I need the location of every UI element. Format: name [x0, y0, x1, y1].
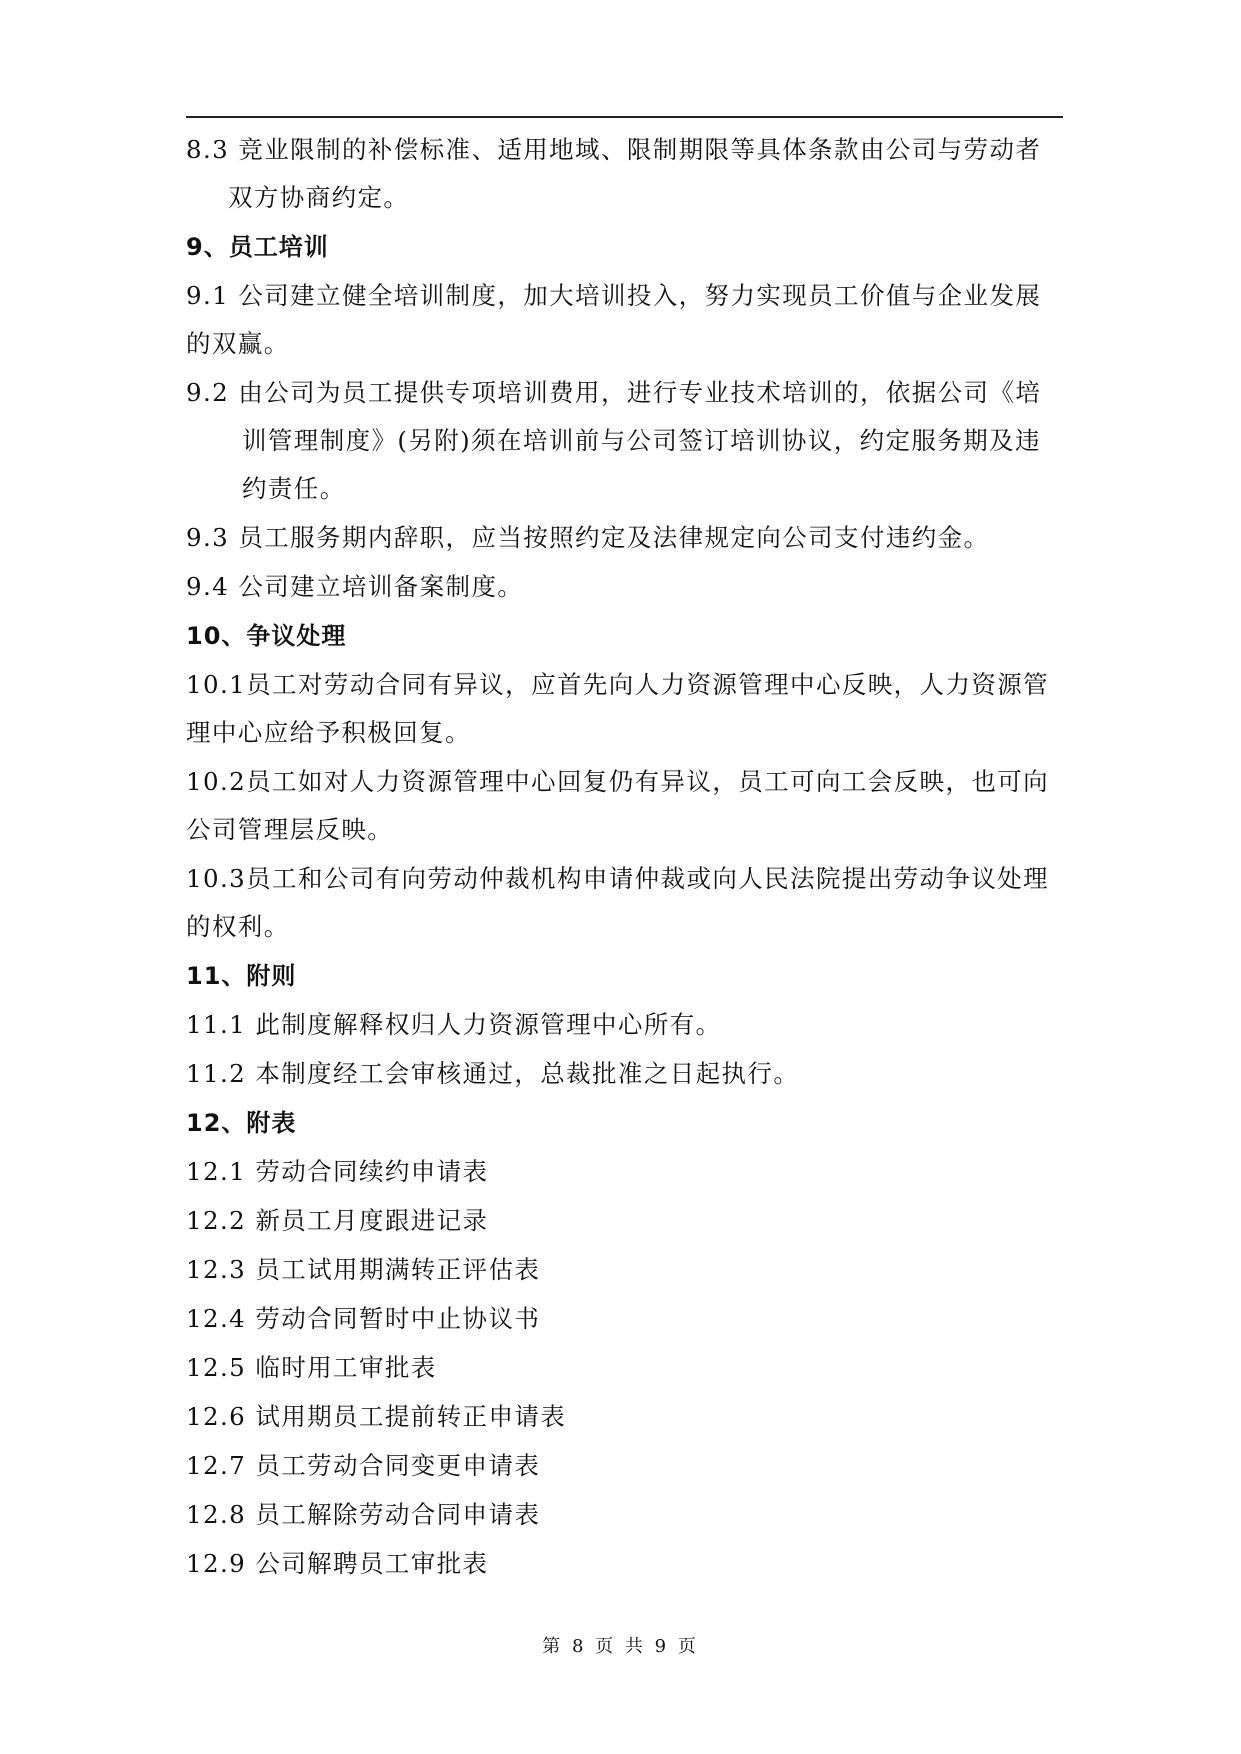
- appendix-list: [186, 1148, 1066, 1588]
- section-heading-11: 11、附则: [186, 962, 297, 990]
- clause-9-1: 9.1 公司建立健全培训制度，加大培训投入，努力实现员工价值与企业发展 的双赢。: [186, 281, 1042, 358]
- appendix-item: 12.3 员工试用期满转正评估表: [186, 1255, 541, 1284]
- appendix-item: 12.4 劳动合同暂时中止协议书: [186, 1304, 541, 1333]
- header-rule: [186, 116, 1063, 118]
- appendix-item: 12.7 员工劳动合同变更申请表: [186, 1451, 541, 1480]
- appendix-item: 12.5 临时用工审批表: [186, 1353, 437, 1382]
- section-heading-9: 9、员工培训: [186, 233, 329, 261]
- appendix-item: 12.8 员工解除劳动合同申请表: [186, 1500, 541, 1529]
- appendix-item: 12.6 试用期员工提前转正申请表: [186, 1402, 567, 1431]
- clause-9-4: 9.4 公司建立培训备案制度。: [186, 572, 524, 601]
- clause-10-3: 10.3员工和公司有向劳动仲裁机构申请仲裁或向人民法院提出劳动争议处理 的权利。: [186, 864, 1050, 941]
- section-heading-10: 10、争议处理: [186, 622, 347, 650]
- page-number: 第 8 页 共 9 页: [542, 1636, 699, 1657]
- document-body: [186, 126, 1066, 1589]
- section-heading-12: 12、附表: [186, 1109, 297, 1137]
- appendix-item: 12.1 劳动合同续约申请表: [186, 1157, 489, 1186]
- clause-9-3: 9.3 员工服务期内辞职，应当按照约定及法律规定向公司支付违约金。: [186, 523, 990, 552]
- clause-11-2: 11.2 本制度经工会审核通过，总裁批准之日起执行。: [186, 1059, 800, 1088]
- appendix-item: 12.2 新员工月度跟进记录: [186, 1206, 489, 1235]
- clause-8-3: 8.3 竞业限制的补偿标准、适用地域、限制期限等具体条款由公司与劳动者 双方协商约定。: [186, 135, 1042, 212]
- clause-11-1: 11.1 此制度解释权归人力资源管理中心所有。: [186, 1010, 722, 1039]
- clause-9-2: 9.2 由公司为员工提供专项培训费用，进行专业技术培训的，依据公司《培 训管理制度》(另附)须在培训前与公司签订培训协议，约定服务期及违 约责任。: [186, 378, 1042, 503]
- clause-10-1: 10.1员工对劳动合同有异议，应首先向人力资源管理中心反映，人力资源管 理中心应给予积极回复。: [186, 670, 1050, 747]
- appendix-item: 12.9 公司解聘员工审批表: [186, 1549, 489, 1578]
- clause-10-2: 10.2员工如对人力资源管理中心回复仍有异议，员工可向工会反映，也可向 公司管理层反映。: [186, 767, 1050, 844]
